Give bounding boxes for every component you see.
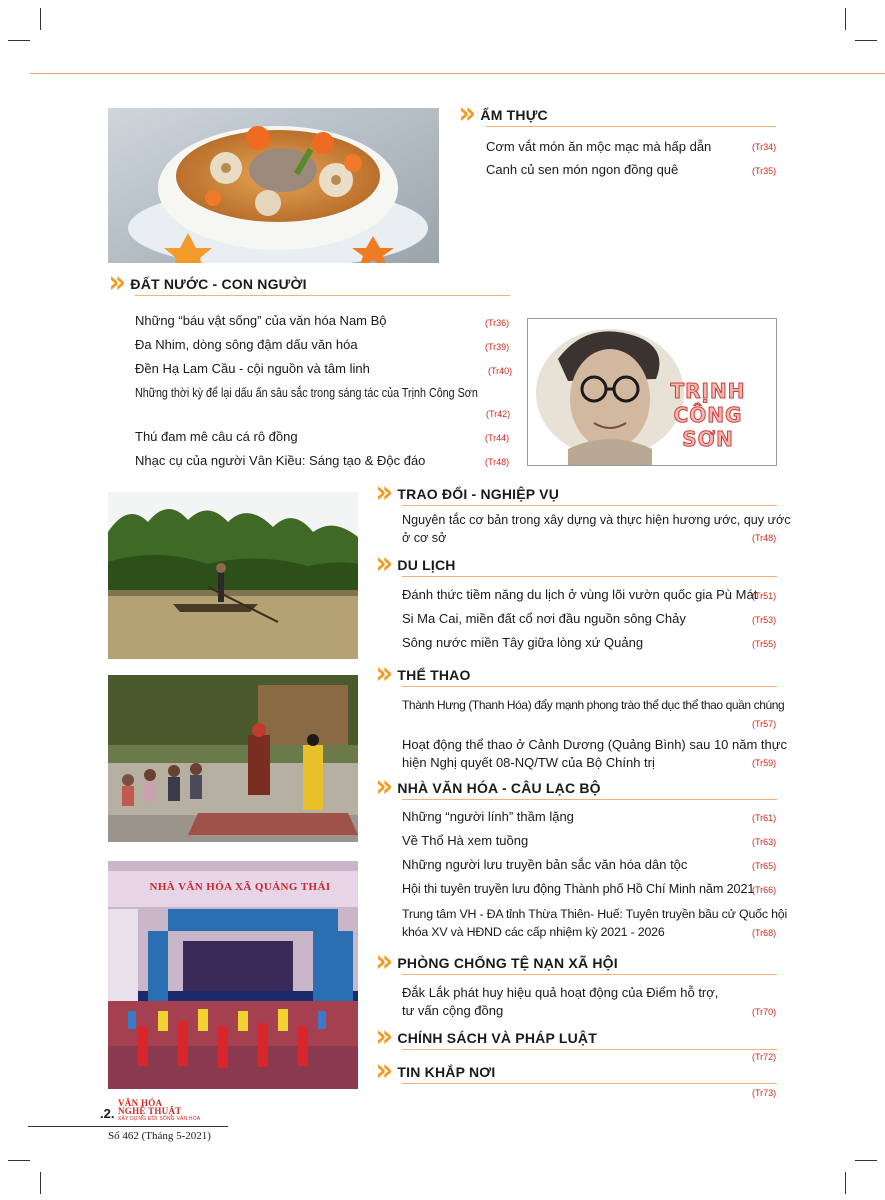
logo-line-1: VĂN HÓA (118, 1098, 163, 1108)
toc-entry[interactable]: Nguyên tắc cơ bản trong xây dựng và thực hiện hương ước, quy ước ở cơ sở (402, 512, 791, 545)
page-ref: (Tr63) (752, 837, 777, 847)
toc-entry[interactable]: Đắk Lắk phát huy hiệu quả hoạt động của Điểm hỗ trợ, tư vấn cộng đồng (402, 985, 719, 1018)
chevron-double-right-icon: » (375, 546, 385, 581)
crop-mark (8, 1160, 30, 1161)
top-rule (30, 73, 885, 74)
crop-mark (40, 8, 41, 30)
crop-mark (855, 1160, 877, 1161)
page-ref: (Tr44) (485, 433, 510, 443)
toc-entry[interactable]: Về Thổ Hà xem tuồng (402, 833, 529, 848)
section-rule (402, 686, 777, 687)
section-heading-the-thao: » THỂ THAO (375, 656, 471, 691)
section-rule (402, 576, 777, 577)
crop-mark (8, 40, 30, 41)
toc-entry[interactable]: Trung tâm VH - ĐA tỉnh Thừa Thiên- Huế: Tuyên truyền bầu cử Quốc hội khóa XV và HĐND các cấp nhiệm kỳ 2021 - 2026 (402, 907, 787, 939)
page-ref: (Tr39) (485, 342, 510, 352)
photo-lotus-soup (108, 108, 439, 263)
chevron-double-right-icon: » (375, 769, 385, 804)
toc-entry[interactable]: Sông nước miền Tây giữa lòng xứ Quảng (402, 635, 644, 650)
section-rule (402, 505, 777, 506)
page-ref: (Tr72) (752, 1052, 777, 1062)
section-rule (402, 1049, 777, 1050)
chevron-double-right-icon: » (375, 1053, 385, 1088)
toc-entry[interactable]: Si Ma Cai, miền đất cổ nơi đầu nguồn sông Chảy (402, 611, 686, 626)
toc-entry[interactable]: Những “người lính” thầm lặng (402, 809, 574, 824)
page-ref: (Tr53) (752, 615, 777, 625)
section-heading-trao-doi: » TRAO ĐỔI - NGHIỆP VỤ (375, 475, 560, 510)
toc-entry[interactable]: Hoạt động thể thao ở Cảnh Dương (Quảng Bình) sau 10 năm thực hiện Nghị quyết 08-NQ/TW của Bộ Chính trị (402, 737, 787, 770)
portrait-caption-line-1: TRỊNH (670, 379, 746, 403)
page-number: .2. (100, 1106, 115, 1121)
section-heading-am-thuc: » ẨM THỰC (458, 96, 548, 131)
chevron-double-right-icon: » (458, 96, 468, 131)
toc-entry[interactable]: Đa Nhim, dòng sông đậm dấu văn hóa (135, 337, 358, 352)
section-heading-chinh-sach: » CHÍNH SÁCH VÀ PHÁP LUẬT (375, 1019, 597, 1054)
toc-entry[interactable]: Những “báu vật sống” của văn hóa Nam Bộ (135, 313, 387, 328)
chevron-double-right-icon: » (108, 265, 118, 300)
chevron-double-right-icon: » (375, 944, 385, 979)
toc-entry[interactable]: Hội thi tuyên truyền lưu động Thành phố Hồ Chí Minh năm 2021 (402, 882, 755, 896)
page-ref: (Tr68) (752, 928, 777, 938)
section-rule (402, 799, 777, 800)
toc-entry[interactable]: Những thời kỳ để lại dấu ấn sâu sắc trong sáng tác của Trịnh Công Sơn (135, 385, 478, 400)
section-heading-dat-nuoc: » ĐẤT NƯỚC - CON NGƯỜI (108, 265, 307, 300)
photo-cultural-house (108, 861, 358, 1089)
toc-entry[interactable]: Thành Hưng (Thanh Hóa) đẩy mạnh phong trào thể dục thể thao quần chúng (402, 698, 785, 712)
page-ref: (Tr66) (752, 885, 777, 895)
photo-tuong-performance (108, 675, 358, 842)
crop-mark (40, 1172, 41, 1194)
chevron-double-right-icon: » (375, 475, 385, 510)
portrait-caption-line-2: CÔNG (673, 403, 743, 427)
logo-tagline: XÂY DỰNG ĐỜI SỐNG VĂN HÓA (118, 1116, 201, 1122)
portrait-trinh-cong-son (527, 318, 777, 466)
section-heading-tin-khap-noi: » TIN KHẮP NƠI (375, 1053, 496, 1088)
page-ref: (Tr35) (752, 166, 777, 176)
toc-entry[interactable]: Những người lưu truyền bản sắc văn hóa dân tộc (402, 857, 688, 872)
magazine-logo (118, 1098, 228, 1128)
section-rule (135, 295, 510, 296)
page-ref: (Tr48) (752, 533, 777, 543)
page-ref: (Tr59) (752, 758, 777, 768)
section-rule (486, 126, 776, 127)
page-ref: (Tr61) (752, 813, 777, 823)
photo-river-coconut (108, 492, 358, 659)
logo-line-2: NGHỆ THUẬT (118, 1106, 182, 1116)
page-ref: (Tr65) (752, 861, 777, 871)
crop-mark (855, 40, 877, 41)
page-ref: (Tr70) (752, 1007, 777, 1017)
toc-entry[interactable]: Nhạc cụ của người Vân Kiều: Sáng tạo & Độc đáo (135, 453, 426, 468)
page-ref: (Tr36) (485, 318, 510, 328)
toc-entry[interactable]: Thú đam mê câu cá rô đồng (135, 429, 298, 444)
page-ref: (Tr40) (488, 366, 513, 376)
section-heading-du-lich: » DU LỊCH (375, 546, 456, 581)
section-heading-phong-chong: » PHÒNG CHỐNG TỆ NẠN XÃ HỘI (375, 944, 618, 979)
chevron-double-right-icon: » (375, 1019, 385, 1054)
page-ref: (Tr42) (486, 409, 511, 419)
page-ref: (Tr57) (752, 719, 777, 729)
page-ref: (Tr34) (752, 142, 777, 152)
chevron-double-right-icon: » (375, 656, 385, 691)
section-heading-nha-van-hoa: » NHÀ VĂN HÓA - CÂU LẠC BỘ (375, 769, 601, 804)
toc-entry[interactable]: Đền Hạ Lam Cầu - cội nguồn và tâm linh (135, 361, 370, 376)
portrait-caption-line-3: SƠN (682, 427, 734, 451)
toc-entry[interactable]: Cơm vắt món ăn mộc mạc mà hấp dẫn (486, 139, 712, 154)
crop-mark (845, 1172, 846, 1194)
toc-entry[interactable]: Canh củ sen món ngon đồng quê (486, 162, 679, 177)
section-rule (402, 974, 777, 975)
footer-rule (28, 1126, 228, 1127)
page-ref: (Tr73) (752, 1088, 777, 1098)
issue-number: Số 462 (Tháng 5-2021) (108, 1130, 211, 1142)
building-sign: NHÀ VĂN HÓA XÃ QUẢNG THÁI (149, 881, 331, 893)
section-rule (402, 1083, 777, 1084)
toc-entry[interactable]: Đánh thức tiềm năng du lịch ở vùng lõi vườn quốc gia Pù Mát (402, 587, 758, 602)
page-ref: (Tr51) (752, 591, 777, 601)
page-ref: (Tr55) (752, 639, 777, 649)
crop-mark (845, 8, 846, 30)
page-ref: (Tr48) (485, 457, 510, 467)
